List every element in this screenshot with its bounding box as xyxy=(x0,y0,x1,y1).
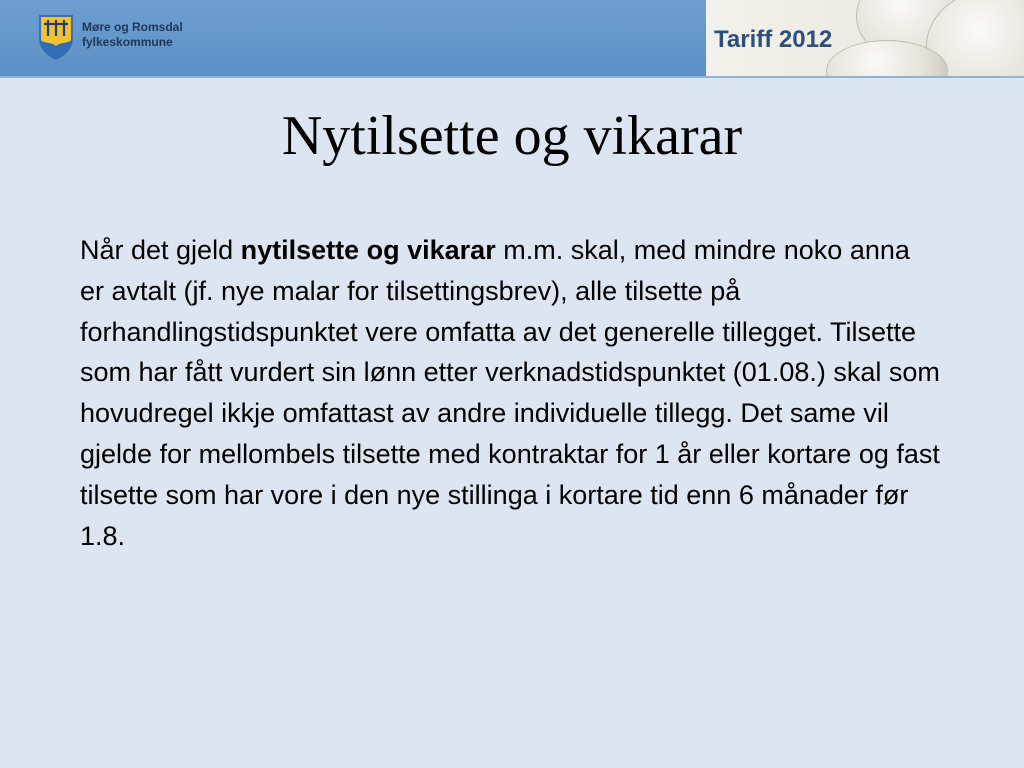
organization-name xyxy=(82,20,183,50)
organization-name-line1: Møre og Romsdal xyxy=(82,20,183,34)
slide-header xyxy=(0,0,1024,78)
paragraph-emphasis: nytilsette og vikarar xyxy=(240,235,496,265)
paragraph-rest: m.m. skal, med mindre noko anna er avtalt (jf. nye malar for tilsettingsbrev), alle tilsette på forhandlingstidspunktet vere omfatta av det generelle tillegget. Tilsette som har fått vurdert sin lønn etter verknadstidspunktet (01.08.) skal som hovudregel ikkje omfattast av andre individuelle tillegg. Det same vil gjelde for mellombels tilsette med kontraktar for 1 år eller kortare og fast tilsette som har vore i den nye stillinga i kortare tid enn 6 månader før 1.8. xyxy=(80,235,940,551)
paragraph-intro: Når det gjeld xyxy=(80,235,241,265)
banner-title: Tariff 2012 xyxy=(714,26,833,53)
organization-logo xyxy=(38,14,183,64)
organization-name-line2: fylkeskommune xyxy=(82,35,173,49)
slide-body-paragraph xyxy=(80,230,940,556)
slide-title: Nytilsette og vikarar xyxy=(281,105,743,167)
coat-of-arms-icon xyxy=(38,14,74,60)
tariff-banner xyxy=(706,0,1024,76)
